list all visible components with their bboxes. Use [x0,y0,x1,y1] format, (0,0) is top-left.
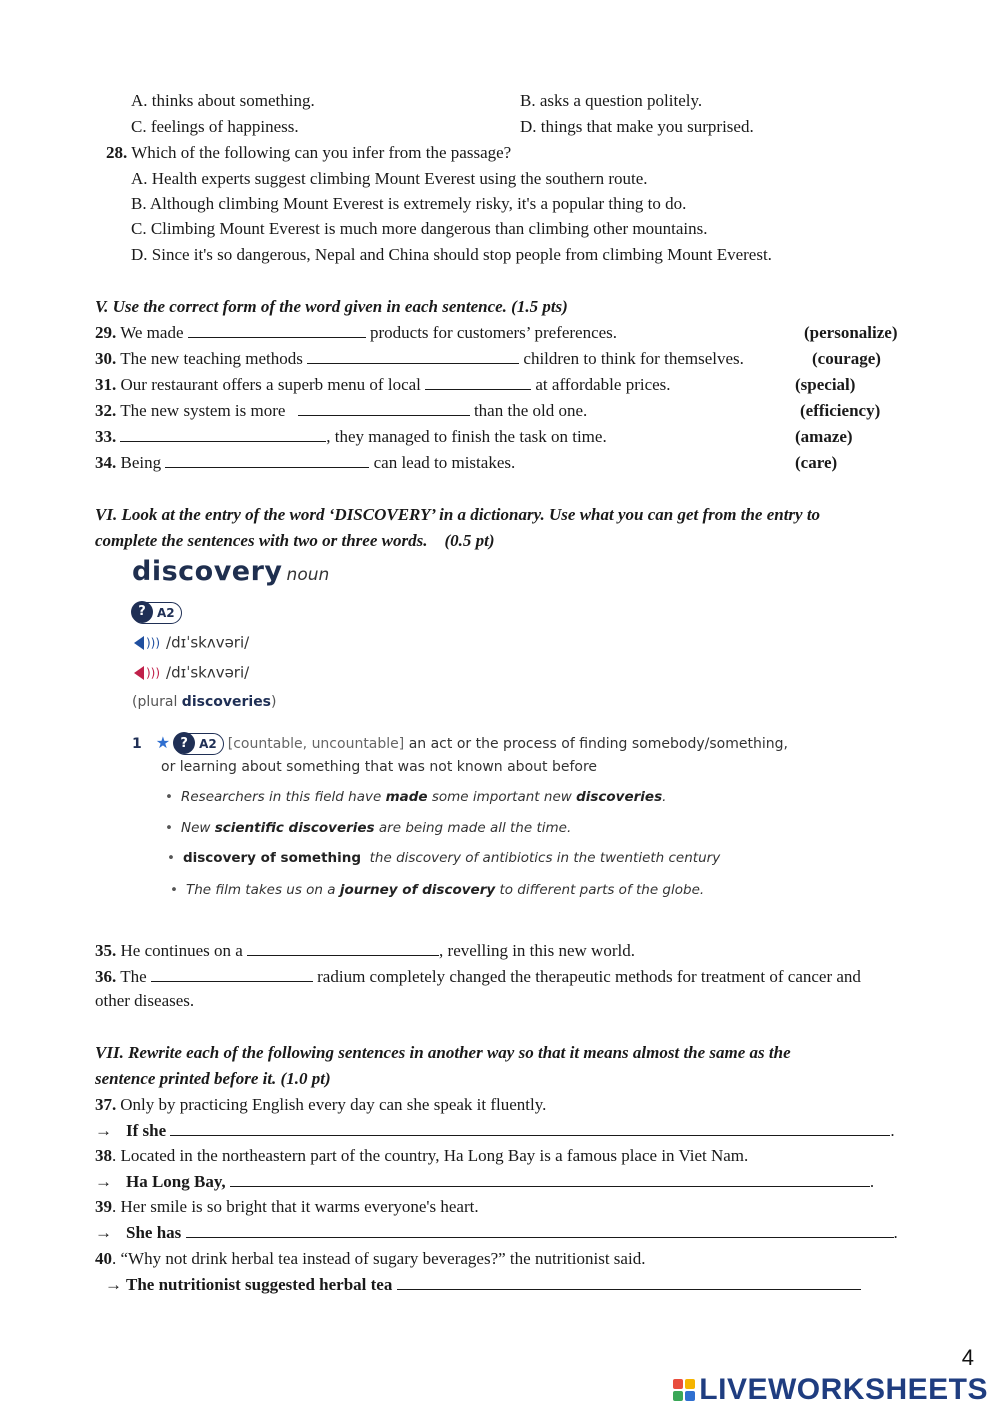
q37-question [95,1094,546,1116]
level-badge [132,600,182,624]
q37-rewrite [95,1120,895,1142]
q36-line2: other diseases. [95,991,195,1010]
example-4 [170,882,704,898]
q34-row [95,452,515,474]
q38-question [95,1145,748,1167]
q30-answer-blank[interactable] [307,348,519,364]
q37-answer-blank[interactable] [170,1120,890,1136]
ex1-p1: Researchers in this field have [180,789,386,805]
arrow-icon: → [95,1121,112,1140]
q31-before: Our restaurant offers a superb menu of local [120,375,421,394]
arrow-icon: → [105,1275,122,1294]
q32-answer-blank[interactable] [298,400,470,416]
q28-number: 28. [106,143,128,162]
logo-text: LIVEWORKSHEETS [699,1373,988,1406]
q31-after: at affordable prices. [535,375,671,394]
q34-number: 34. [95,453,117,472]
q35-before: He continues on a [120,941,243,960]
q36-before: The [120,967,147,986]
q30-hint: (courage) [812,349,881,368]
logo-grid-icon [673,1379,695,1401]
q34-after: can lead to mistakes. [373,453,516,472]
q29-before: We made [120,323,184,342]
q30-number: 30. [95,349,117,368]
pronunciation-uk[interactable] [134,632,249,652]
q37-start: If she [126,1121,167,1140]
q29-hint: (personalize) [804,323,898,342]
grammar-label: [countable, uncountable] [227,736,405,752]
q37-end: . [890,1121,895,1140]
q38-start: Ha Long Bay, [126,1172,226,1191]
bullet-icon: • [165,789,173,805]
star-icon: ★ [155,733,171,752]
speaker-icon[interactable] [134,666,144,680]
q36-answer-blank[interactable] [151,966,313,982]
plural-form [132,694,277,710]
definition-line2: or learning about something that was not known about before [161,759,598,775]
ex1-b2: discoveries [576,789,663,805]
q33-number: 33. [95,427,117,446]
oxford-3000-icon: ? [173,732,195,754]
q35-answer-blank[interactable] [247,940,439,956]
q32-hint: (efficiency) [800,401,881,420]
level-label: A2 [157,605,175,620]
section-6-title-line1: VI. Look at the entry of the word ‘DISCOVERY’ in a dictionary. Use what you can get from the entry to [95,505,821,524]
q36-after: radium completely changed the therapeutic methods for treatment of cancer and [317,967,861,986]
q39-number: 39 [95,1197,112,1216]
q33-after: , they managed to finish the task on time. [326,427,607,446]
q30-before: The new teaching methods [120,349,303,368]
example-1 [165,789,666,805]
ex1-p2: some important new [427,789,577,805]
dictionary-entry-headword [132,556,329,587]
plural-word: discoveries [181,694,272,710]
ex2-b1: scientific discoveries [214,820,375,836]
q31-row [95,374,671,396]
bullet-icon: • [170,882,178,898]
q38-sentence: . Located in the northeastern part of the country, Ha Long Bay is a famous place in Viet Nam. [112,1146,749,1165]
q28-option-b: B. Although climbing Mount Everest is extremely risky, it's a popular thing to do. [131,194,687,213]
q36-row [95,966,861,988]
section-7-title-line1: VII. Rewrite each of the following sentences in another way so that it means almost the same as the [95,1043,791,1062]
q28-text: Which of the following can you infer from the passage? [131,143,512,162]
q39-rewrite [95,1222,898,1244]
q27-option-d: D. things that make you surprised. [520,117,754,136]
q28-option-c: C. Climbing Mount Everest is much more dangerous than climbing other mountains. [131,219,708,238]
pron-uk-text: /dɪˈskʌvəri/ [166,633,250,652]
q27-option-c: C. feelings of happiness. [131,117,299,136]
q35-number: 35. [95,941,117,960]
sense-number: 1 [132,736,142,752]
q33-hint: (amaze) [795,427,853,446]
sound-waves-icon: ))) [146,665,161,680]
q37-sentence: Only by practicing English every day can she speak it fluently. [120,1095,547,1114]
arrow-icon: → [95,1172,112,1191]
bullet-icon: • [167,850,175,866]
q37-number: 37. [95,1095,117,1114]
q40-sentence: . “Why not drink herbal tea instead of sugary beverages?” the nutritionist said. [112,1249,646,1268]
q28-question [106,142,511,164]
q32-before: The new system is more [120,401,286,420]
example-2 [165,820,571,836]
q40-question [95,1248,645,1270]
ex4-p2: to different parts of the globe. [495,882,705,898]
arrow-icon: → [95,1223,112,1242]
liveworksheets-logo[interactable] [673,1373,988,1407]
sound-waves-icon: ))) [146,635,161,650]
plural-prefix: (plural [132,694,182,710]
dictionary-word: discovery [132,556,283,587]
q31-hint: (special) [795,375,856,394]
q35-row [95,940,635,962]
q39-start: She has [126,1223,182,1242]
q40-number: 40 [95,1249,112,1268]
sense-level-label: A2 [199,737,217,751]
q33-answer-blank[interactable] [120,426,326,442]
q31-answer-blank[interactable] [425,374,531,390]
q40-rewrite [105,1274,861,1296]
example-3 [167,850,720,866]
speaker-icon[interactable] [134,636,144,650]
q34-hint: (care) [795,453,838,472]
q34-answer-blank[interactable] [165,452,369,468]
pronunciation-us[interactable] [134,662,249,682]
q32-row [95,400,587,422]
oxford-3000-icon: ? [131,601,153,623]
q38-rewrite [95,1171,874,1193]
q40-start: The nutritionist suggested herbal tea [126,1275,393,1294]
q30-row [95,348,744,370]
sense-1 [132,733,788,755]
ex2-p1: New [180,820,215,836]
q29-row [95,322,617,344]
q28-option-d: D. Since it's so dangerous, Nepal and China should stop people from climbing Mount Everest. [131,245,772,264]
q33-row [95,426,607,448]
q35-after: , revelling in this new world. [439,941,635,960]
q32-number: 32. [95,401,117,420]
q29-answer-blank[interactable] [188,322,366,338]
q38-number: 38 [95,1146,112,1165]
page-number: 4 [961,1345,974,1370]
dictionary-pos: noun [286,565,330,585]
pron-us-text: /dɪˈskʌvəri/ [166,663,250,682]
bullet-icon: • [165,820,173,836]
q39-question [95,1196,479,1218]
q38-end: . [869,1172,875,1191]
ex1-p3: . [662,789,667,805]
ex1-b1: made [385,789,428,805]
q27-option-b: B. asks a question politely. [520,91,703,110]
definition-line1: an act or the process of finding somebody/something, [408,736,788,752]
ex4-p1: The film takes us on a [185,882,340,898]
section-5-title: V. Use the correct form of the word given in each sentence. (1.5 pts) [95,297,568,316]
plural-suffix: ) [271,694,277,710]
q32-after: than the old one. [473,401,588,420]
q29-number: 29. [95,323,117,342]
q39-answer-blank[interactable] [186,1222,894,1238]
q39-sentence: . Her smile is so bright that it warms everyone's heart. [112,1197,479,1216]
q31-number: 31. [95,375,117,394]
ex3-example: the discovery of antibiotics in the twentieth century [361,850,721,866]
ex2-p2: are being made all the time. [374,820,572,836]
q39-end: . [893,1223,898,1242]
q40-answer-blank[interactable] [397,1274,861,1290]
ex3-pattern: discovery of something [182,850,362,866]
section-6-title-line2: complete the sentences with two or three words. (0.5 pt) [95,531,495,550]
ex4-b1: journey of discovery [339,882,496,898]
q36-number: 36. [95,967,117,986]
q34-before: Being [120,453,162,472]
q30-after: children to think for themselves. [523,349,744,368]
q27-option-a: A. thinks about something. [131,91,315,110]
q28-option-a: A. Health experts suggest climbing Mount Everest using the southern route. [131,169,648,188]
q38-answer-blank[interactable] [230,1171,870,1187]
q29-after: products for customers’ preferences. [370,323,618,342]
section-7-title-line2: sentence printed before it. (1.0 pt) [95,1069,331,1088]
